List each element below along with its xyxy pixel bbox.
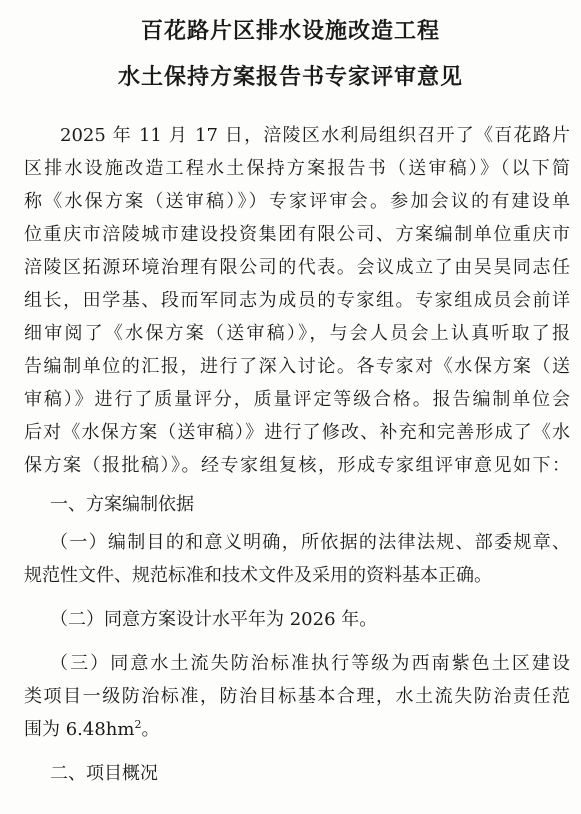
- document-title-line-2: 水土保持方案报告书专家评审意见: [117, 65, 463, 90]
- paragraph-line: 涪陵区拓源环境治理有限公司的代表。会议成立了由吴昊同志任: [24, 257, 570, 278]
- area-unit-superscript: 2: [134, 718, 142, 731]
- sentence-end: 。: [141, 719, 160, 740]
- list-item-line: [24, 718, 570, 742]
- list-item-line: （一）编制目的和意义明确，所依据的法律法规、部委规章、: [50, 532, 570, 553]
- paragraph-line: 称《水保方案（送审稿）》）专家评审会。参加会议的有建设单: [24, 191, 570, 212]
- list-item-line: （二）同意方案设计水平年为 2026 年。: [50, 609, 378, 630]
- paragraph-line: 组长，田学基、段而军同志为成员的专家组。专家组成员会前详: [24, 290, 570, 311]
- paragraph-line: 2025 年 11 月 17 日，涪陵区水利局组织召开了《百花路片: [60, 125, 570, 146]
- paragraph-line: 审稿）》进行了质量评分，质量评定等级合格。报告编制单位会: [24, 389, 570, 410]
- section-heading: 二、项目概况: [50, 763, 158, 784]
- section-heading: 一、方案编制依据: [50, 494, 194, 515]
- paragraph-line: 位重庆市涪陵城市建设投资集团有限公司、方案编制单位重庆市: [24, 224, 570, 245]
- list-item-line: 规范性文件、规范标准和技术文件及采用的资料基本正确。: [24, 565, 492, 586]
- paragraph-line: 区排水设施改造工程水土保持方案报告书（送审稿）》（以下简: [24, 158, 570, 179]
- paragraph-line: 告编制单位的汇报，进行了深入讨论。各专家对《水保方案（送: [24, 356, 570, 377]
- document-title-line-1: 百花路片区排水设施改造工程: [140, 19, 440, 44]
- paragraph-line: 后对《水保方案（送审稿）》进行了修改、补充和完善形成了《水: [24, 422, 570, 443]
- list-item-line: 类项目一级防治标准，防治目标基本合理，水土流失防治责任范: [24, 686, 570, 707]
- paragraph-line: 保方案（报批稿）》。经专家组复核，形成专家组评审意见如下：: [24, 455, 570, 476]
- list-item-line: （三）同意水土流失防治标准执行等级为西南紫色土区建设: [50, 653, 570, 674]
- area-value-text: 围为 6.48hm: [24, 719, 135, 740]
- paragraph-line: 细审阅了《水保方案（送审稿）》，与会人员会上认真听取了报: [24, 323, 570, 344]
